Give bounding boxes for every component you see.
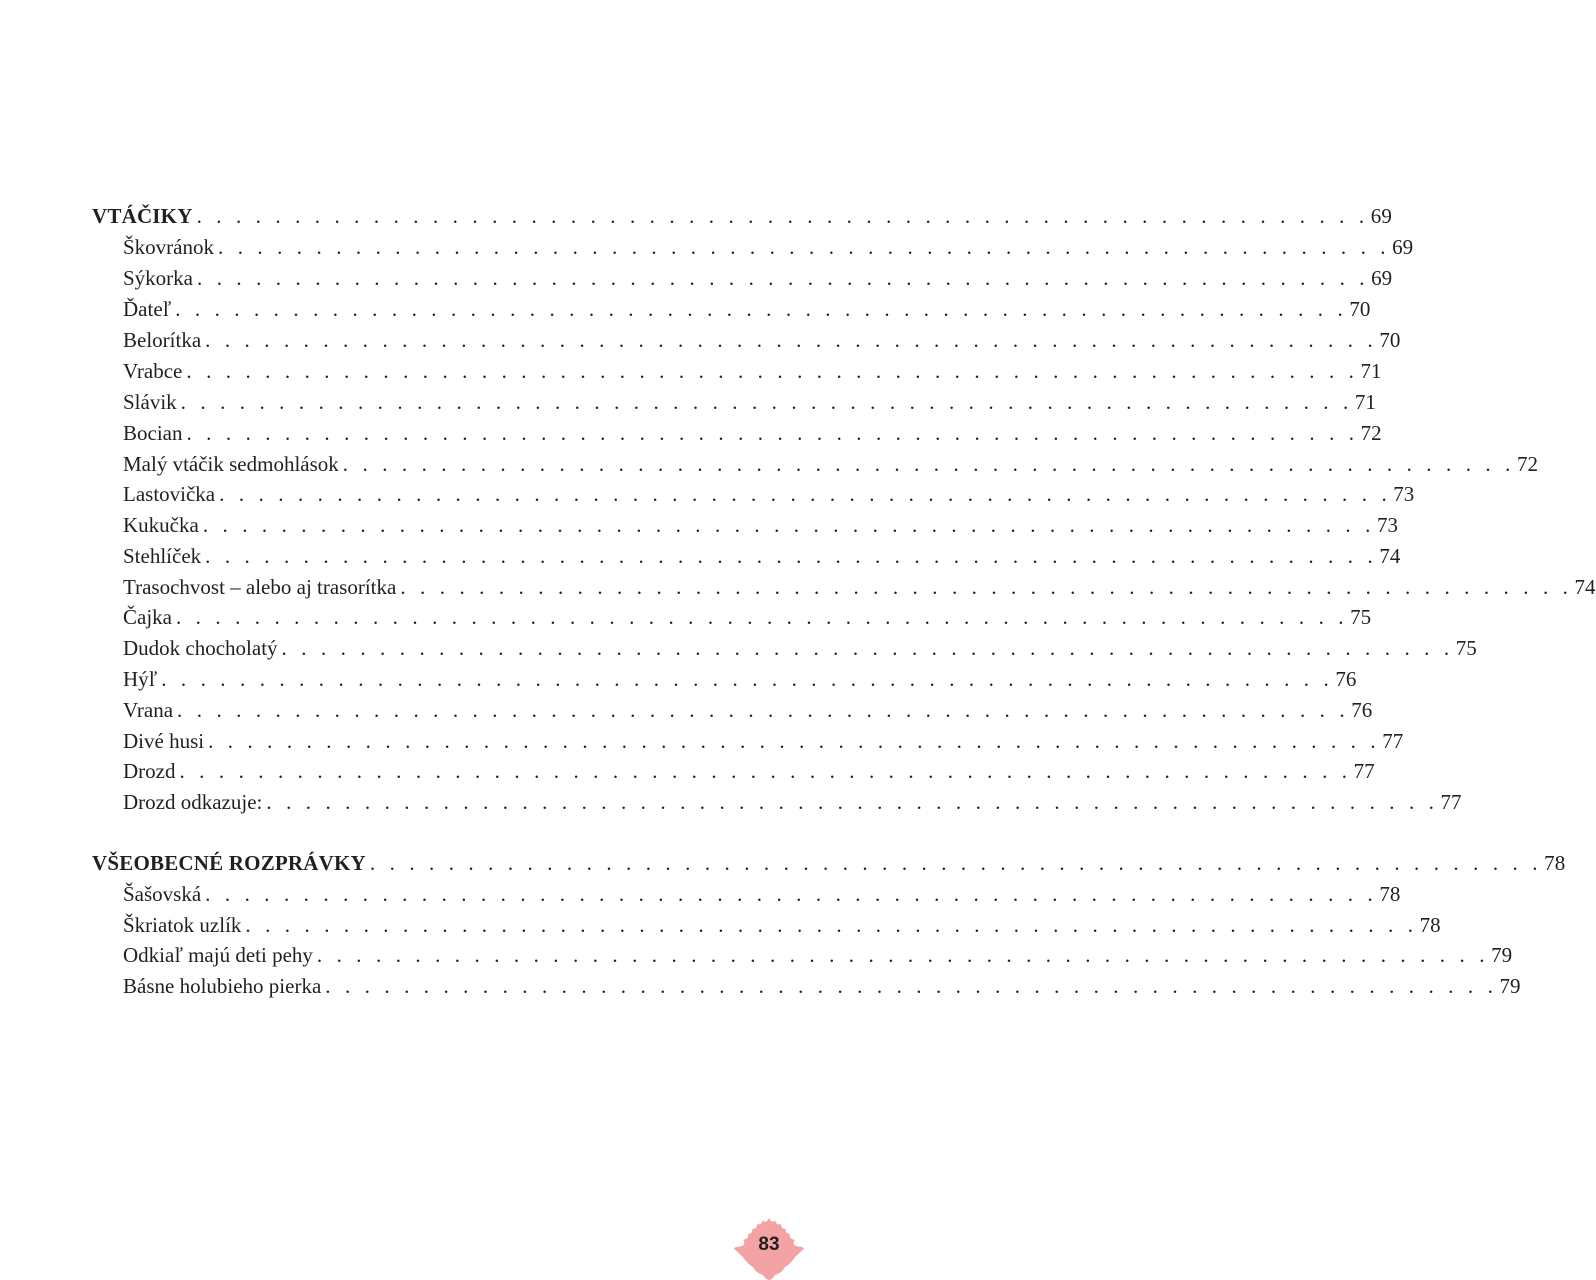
toc-page-number: 69 xyxy=(1392,235,1414,259)
toc-section-heading xyxy=(92,201,1393,232)
dot-leader: . . . . . . . . . . . . . . . . . . . . . . . . . . . . . . . . . . . . . . . . . . . . . . . . . . . . . . . . . . . . xyxy=(197,266,1370,290)
toc-page-number: 74 xyxy=(1379,544,1401,568)
toc-section-title: VŠEOBECNÉ ROZPRÁVKY xyxy=(92,851,366,875)
toc-entry xyxy=(123,356,1382,387)
toc-entry xyxy=(123,325,1401,356)
toc-entry-title: Básne holubieho pierka xyxy=(123,974,322,998)
toc-section-heading xyxy=(92,848,1566,879)
toc-entry xyxy=(123,602,1372,633)
toc-entry-title: Drozd odkazuje: xyxy=(123,790,263,814)
dot-leader: . . . . . . . . . . . . . . . . . . . . . . . . . . . . . . . . . . . . . . . . . . . . . . . . . . . . . . . . . . . . xyxy=(196,204,1369,228)
toc-entry xyxy=(123,971,1521,1002)
dot-leader: . . . . . . . . . . . . . . . . . . . . . . . . . . . . . . . . . . . . . . . . . . . . . . . . . . . . . . . . . . . . xyxy=(177,698,1350,722)
dot-leader: . . . . . . . . . . . . . . . . . . . . . . . . . . . . . . . . . . . . . . . . . . . . . . . . . . . . . . . . . . . . xyxy=(179,759,1352,783)
toc-entry-title: Stehlíček xyxy=(123,544,202,568)
toc-entry xyxy=(123,572,1596,603)
toc-page-number: 71 xyxy=(1360,359,1382,383)
toc-entry xyxy=(123,756,1375,787)
toc-entry-title: Malý vtáčik sedmohlások xyxy=(123,452,339,476)
toc-page-number: 79 xyxy=(1499,974,1521,998)
toc-entry xyxy=(123,510,1398,541)
toc-page-number: 72 xyxy=(1516,452,1538,476)
toc-entry-title: Trasochvost – alebo aj trasorítka xyxy=(123,575,397,599)
toc-entry-title: Vrabce xyxy=(123,359,183,383)
dot-leader: . . . . . . . . . . . . . . . . . . . . . . . . . . . . . . . . . . . . . . . . . . . . . . . . . . . . . . . . . . . . xyxy=(219,482,1392,506)
dot-leader: . . . . . . . . . . . . . . . . . . . . . . . . . . . . . . . . . . . . . . . . . . . . . . . . . . . . . . . . . . . . xyxy=(400,575,1573,599)
toc-page-number: 70 xyxy=(1349,297,1371,321)
dot-leader: . . . . . . . . . . . . . . . . . . . . . . . . . . . . . . . . . . . . . . . . . . . . . . . . . . . . . . . . . . . . xyxy=(245,913,1418,937)
dot-leader: . . . . . . . . . . . . . . . . . . . . . . . . . . . . . . . . . . . . . . . . . . . . . . . . . . . . . . . . . . . . xyxy=(316,943,1490,967)
dot-leader: . . . . . . . . . . . . . . . . . . . . . . . . . . . . . . . . . . . . . . . . . . . . . . . . . . . . . . . . . . . . xyxy=(186,359,1359,383)
toc-page-number: 75 xyxy=(1350,605,1372,629)
dot-leader: . . . . . . . . . . . . . . . . . . . . . . . . . . . . . . . . . . . . . . . . . . . . . . . . . . . . . . . . . . . . xyxy=(369,851,1543,875)
toc-page-number: 79 xyxy=(1491,943,1513,967)
toc-page-number: 78 xyxy=(1419,913,1441,937)
dot-leader: . . . . . . . . . . . . . . . . . . . . . . . . . . . . . . . . . . . . . . . . . . . . . . . . . . . . . . . . . . . . xyxy=(325,974,1498,998)
toc-entry-title: Čajka xyxy=(123,605,172,629)
toc-page-number: 71 xyxy=(1354,390,1376,414)
dot-leader: . . . . . . . . . . . . . . . . . . . . . . . . . . . . . . . . . . . . . . . . . . . . . . . . . . . . . . . . . . . . xyxy=(208,729,1381,753)
dot-leader: . . . . . . . . . . . . . . . . . . . . . . . . . . . . . . . . . . . . . . . . . . . . . . . . . . . . . . . . . . . . xyxy=(175,297,1348,321)
toc-entry-title: Bocian xyxy=(123,421,183,445)
toc-entry xyxy=(123,879,1401,910)
toc-entry xyxy=(123,633,1477,664)
toc-entry-title: Slávik xyxy=(123,390,177,414)
toc-page-number: 77 xyxy=(1353,759,1375,783)
toc-entry xyxy=(123,787,1462,818)
dot-leader: . . . . . . . . . . . . . . . . . . . . . . . . . . . . . . . . . . . . . . . . . . . . . . . . . . . . . . . . . . . . xyxy=(342,452,1515,476)
toc-page-number: 73 xyxy=(1393,482,1415,506)
toc-entry-title: Škriatok uzlík xyxy=(123,913,242,937)
toc-entry-title: Divé husi xyxy=(123,729,205,753)
toc-entry-title: Odkiaľ majú deti pehy xyxy=(123,943,313,967)
dot-leader: . . . . . . . . . . . . . . . . . . . . . . . . . . . . . . . . . . . . . . . . . . . . . . . . . . . . . . . . . . . . xyxy=(266,790,1439,814)
toc-entry-title: Šašovská xyxy=(123,882,202,906)
toc-entry xyxy=(123,263,1393,294)
toc-entry xyxy=(123,695,1373,726)
toc-entry-title: Vrana xyxy=(123,698,174,722)
dot-leader: . . . . . . . . . . . . . . . . . . . . . . . . . . . . . . . . . . . . . . . . . . . . . . . . . . . . . . . . . . . . xyxy=(180,390,1353,414)
dot-leader: . . . . . . . . . . . . . . . . . . . . . . . . . . . . . . . . . . . . . . . . . . . . . . . . . . . . . . . . . . . . xyxy=(205,544,1378,568)
toc-page-number: 77 xyxy=(1440,790,1462,814)
toc-entry-title: Sýkorka xyxy=(123,266,193,290)
toc-entry xyxy=(123,232,1414,263)
dot-leader: . . . . . . . . . . . . . . . . . . . . . . . . . . . . . . . . . . . . . . . . . . . . . . . . . . . . . . . . . . . . xyxy=(186,421,1359,445)
dot-leader: . . . . . . . . . . . . . . . . . . . . . . . . . . . . . . . . . . . . . . . . . . . . . . . . . . . . . . . . . . . . xyxy=(281,636,1454,660)
toc-entry xyxy=(123,940,1513,971)
toc-page-number: 75 xyxy=(1455,636,1477,660)
toc-page-number: 73 xyxy=(1376,513,1398,537)
toc-entry xyxy=(123,479,1415,510)
toc-entry xyxy=(123,726,1404,757)
toc-entry-title: Kukučka xyxy=(123,513,199,537)
toc-page-number: 70 xyxy=(1379,328,1401,352)
dot-leader: . . . . . . . . . . . . . . . . . . . . . . . . . . . . . . . . . . . . . . . . . . . . . . . . . . . . . . . . . . . . xyxy=(202,513,1375,537)
toc-entry xyxy=(123,449,1538,480)
page-number-badge xyxy=(733,1214,805,1280)
toc-entry-title: Lastovička xyxy=(123,482,216,506)
toc-entry-title: Hýľ xyxy=(123,667,158,691)
dot-leader: . . . . . . . . . . . . . . . . . . . . . . . . . . . . . . . . . . . . . . . . . . . . . . . . . . . . . . . . . . . . xyxy=(175,605,1349,629)
toc-page-number: 72 xyxy=(1360,421,1382,445)
toc-entry-title: Dudok chocholatý xyxy=(123,636,278,660)
toc-entry-title: Belorítka xyxy=(123,328,202,352)
toc-page-number: 78 xyxy=(1544,851,1566,875)
toc-page-number: 78 xyxy=(1379,882,1401,906)
toc-page-number: 69 xyxy=(1370,204,1393,228)
toc-entry xyxy=(123,910,1441,941)
toc-page-number: 77 xyxy=(1382,729,1404,753)
toc-page-number: 76 xyxy=(1351,698,1373,722)
toc-page-number: 74 xyxy=(1574,575,1596,599)
toc-page-number: 69 xyxy=(1371,266,1393,290)
dot-leader: . . . . . . . . . . . . . . . . . . . . . . . . . . . . . . . . . . . . . . . . . . . . . . . . . . . . . . . . . . . . xyxy=(161,667,1334,691)
toc-entry xyxy=(123,664,1357,695)
dot-leader: . . . . . . . . . . . . . . . . . . . . . . . . . . . . . . . . . . . . . . . . . . . . . . . . . . . . . . . . . . . . xyxy=(218,235,1391,259)
dot-leader: . . . . . . . . . . . . . . . . . . . . . . . . . . . . . . . . . . . . . . . . . . . . . . . . . . . . . . . . . . . . xyxy=(205,882,1378,906)
toc-entry-title: Ďateľ xyxy=(123,297,172,321)
toc-entry-title: Škovránok xyxy=(123,235,214,259)
toc-section-title: VTÁČIKY xyxy=(92,204,193,228)
toc-page-number: 76 xyxy=(1335,667,1357,691)
toc-entry xyxy=(123,418,1382,449)
page-number: 83 xyxy=(758,1234,780,1255)
toc-entry-title: Drozd xyxy=(123,759,176,783)
toc-entry xyxy=(123,387,1376,418)
dot-leader: . . . . . . . . . . . . . . . . . . . . . . . . . . . . . . . . . . . . . . . . . . . . . . . . . . . . . . . . . . . . xyxy=(205,328,1378,352)
toc-entry xyxy=(123,294,1371,325)
toc-entry xyxy=(123,541,1401,572)
